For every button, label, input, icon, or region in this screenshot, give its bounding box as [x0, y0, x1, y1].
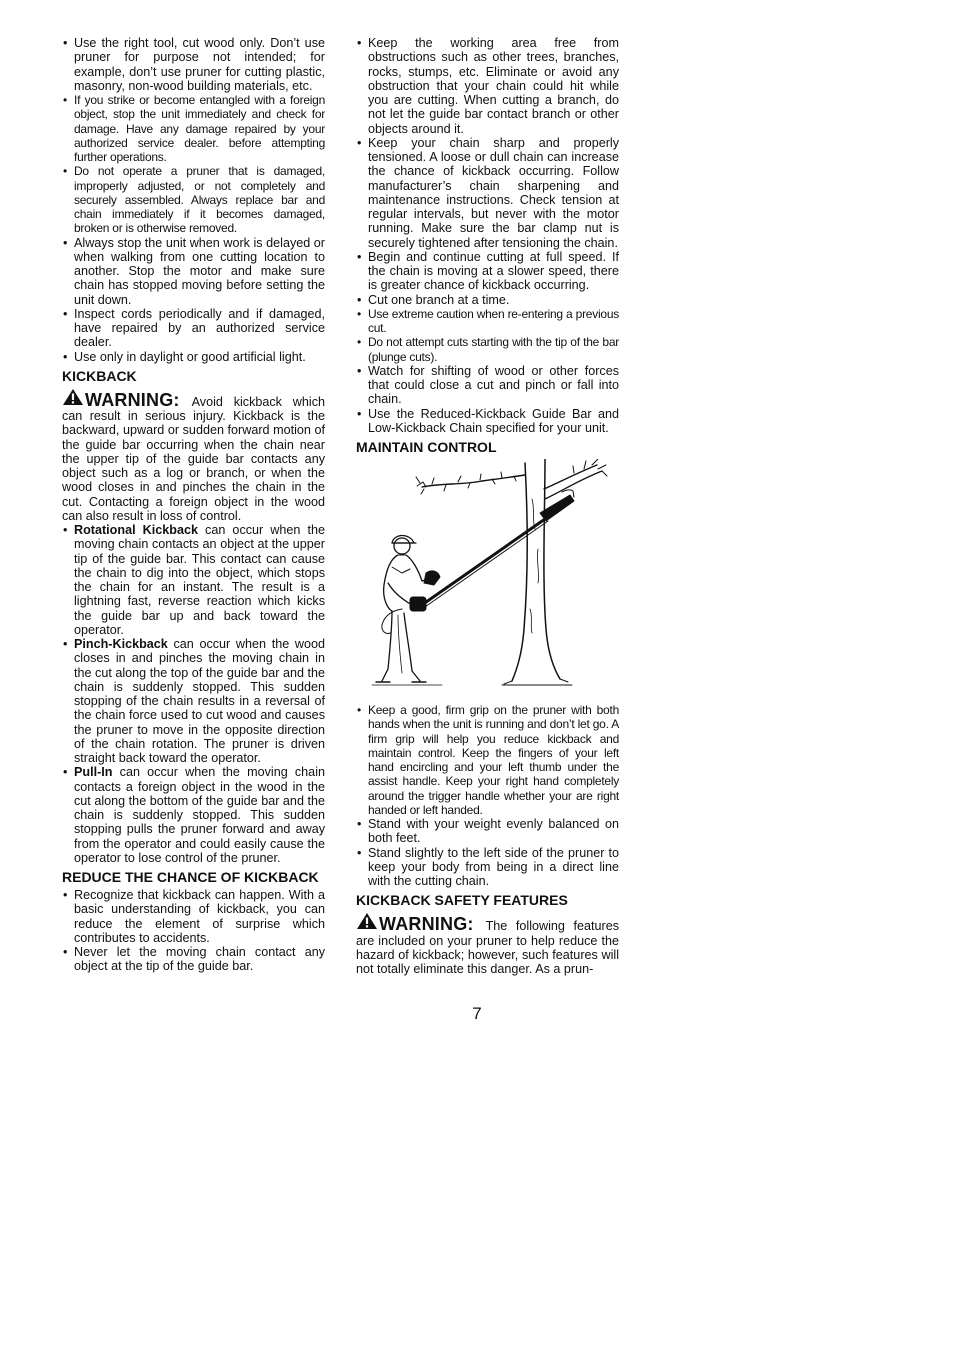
list-item: • Do not operate a pruner that is damaged, improperly adjusted, or not completely and securely assembled. Always replace bar and chain immediately if it becomes damaged, broken or is otherwise removed. — [62, 164, 325, 235]
kickback-safety-heading: KICKBACK SAFETY FEATURES — [356, 892, 568, 909]
list-item: • Cut one branch at a time. — [356, 293, 619, 307]
list-item: • Stand slightly to the left side of the pruner to keep your body from being in a direct line with the cutting chain. — [356, 846, 619, 889]
kickback-heading: KICKBACK — [62, 367, 137, 384]
reduce-kickback-heading: REDUCE THE CHANCE OF KICKBACK — [62, 869, 319, 885]
list-item: • Keep a good, firm grip on the pruner with both hands when the unit is running and don’t let go. A firm grip will help you reduce kickback and maintain control. Keep the fingers of your left hand encircling and your left thumb under the assist handle. Keep your right hand completely around the trigger handle whether your are right handed or left handed. — [356, 703, 619, 817]
list-item: • Keep your chain sharp and properly tensioned. A loose or dull chain can increase the chance of kickback occurring. Follow manufacturer’s chain sharpening and maintenance instructions. Check tension at regular intervals, but never with the motor running. Make sure the bar clamp nut is securely tightened after tensioning the chain. — [356, 136, 619, 250]
list-item: • Use only in daylight or good artificial light. — [62, 350, 325, 364]
reduce-kickback-list — [62, 888, 325, 974]
warning-text: Avoid kickback which can result in serious injury. Kickback is the backward, upward or sudden forward motion of the guide bar occurring when the chain near the upper tip of the guide bar contacts any object such as a log or branch, or when the wood closes in and pinches the chain in the cut. Contacting a foreign object in the wood can also result in loss of control. — [62, 394, 325, 523]
warning-badge — [62, 388, 180, 410]
kickback-type-name: Pinch-Kickback — [74, 637, 168, 651]
list-item: • Do not attempt cuts starting with the tip of the bar (plunge cuts). — [356, 335, 619, 364]
kickback-type-name: Pull-In — [74, 765, 113, 780]
right-column — [356, 36, 619, 976]
list-item: • If you strike or become entangled with a foreign object, stop the unit immediately and check for damage. Have any damage repaired by your authorized service dealer. before attempting further operations. — [62, 93, 325, 164]
list-item: • Use the right tool, cut wood only. Don’t use pruner for purpose not intended; for example, don’t use pruner for cutting plastic, masonry, non-wood building materials, etc. — [62, 36, 325, 93]
safety-warning — [356, 912, 619, 976]
left-column — [62, 36, 325, 974]
list-item: • Use extreme caution when re-entering a previous cut. — [356, 307, 619, 336]
list-item: • Inspect cords periodically and if damaged, have repaired by an authorized service dealer. — [62, 307, 325, 350]
list-item: • Stand with your weight evenly balanced on both feet. — [356, 817, 619, 846]
list-item: • Always stop the unit when work is delayed or when walking from one cutting location to another. Stop the motor and make sure chain has stopped moving before setting the unit down. — [62, 236, 325, 307]
maintain-control-list — [356, 703, 619, 888]
warning-triangle-icon — [62, 388, 84, 406]
kickback-type-name: Rotational Kickback — [74, 523, 198, 537]
warning-text: The following features are included on your pruner to help reduce the hazard of kickback; however, such features will not totally eliminate this danger. As a prun- — [356, 919, 619, 976]
page-number: 7 — [472, 1004, 482, 1023]
kickback-warning — [62, 388, 325, 523]
warning-label: WARNING: — [379, 914, 474, 935]
list-item — [62, 637, 325, 765]
list-item: • Recognize that kickback can happen. With a basic understanding of kickback, you can reduce the element of surprise which contributes to accidents. — [62, 888, 325, 945]
avoid-kickback-list — [356, 36, 619, 435]
list-item — [62, 765, 325, 865]
warning-badge — [356, 912, 474, 935]
list-item: • Begin and continue cutting at full speed. If the chain is moving at a slower speed, there is greater chance of kickback occurring. — [356, 250, 619, 293]
list-item: • Never let the moving chain contact any object at the tip of the guide bar. — [62, 945, 325, 974]
kickback-type-description: can occur when the moving chain contacts an object at the upper tip of the guide bar. This contact can cause the chain to dig into the object, which stops the chain for an instant. The result is a lightning fast, reverse reaction which kicks the guide bar up and back toward the operator. — [74, 523, 326, 637]
list-item: • Keep the working area free from obstructions such as other trees, branches, rocks, stumps, etc. Eliminate or avoid any obstruction that your chain could hit while you are cutting. When cutting a branch, do not let the guide bar contact branch or other objects around it. — [356, 36, 619, 136]
list-item: • Use the Reduced-Kickback Guide Bar and Low-Kickback Chain specified for your unit. — [356, 407, 619, 436]
kickback-type-description: can occur when the wood closes in and pinches the moving chain in the cut along the top of the guide bar and the chain is suddenly stopped. This sudden stopping of the chain results in a reversal of the chain force used to cut wood and causes the pruner to move in the opposite direction of the chain rotation. The pruner is driven straight back toward the operator. — [74, 637, 325, 765]
warning-label: WARNING: — [85, 389, 180, 410]
warning-triangle-icon — [356, 912, 378, 930]
list-item: • Watch for shifting of wood or other forces that could close a cut and pinch or fall into chain. — [356, 364, 619, 407]
kickback-types-list — [62, 523, 325, 865]
list-item — [62, 523, 325, 637]
safety-bullet-list — [62, 36, 325, 364]
kickback-type-description: can occur when the moving chain contacts a foreign object in the wood in the cut along the bottom of the guide bar and the chain is suddenly stopped. This sudden stopping pulls the pruner forward and away from the operator and could easily cause the operator to lose control of the pruner. — [74, 765, 325, 865]
pruner-operator-illustration — [362, 459, 612, 697]
maintain-control-heading: MAINTAIN CONTROL — [356, 439, 497, 455]
